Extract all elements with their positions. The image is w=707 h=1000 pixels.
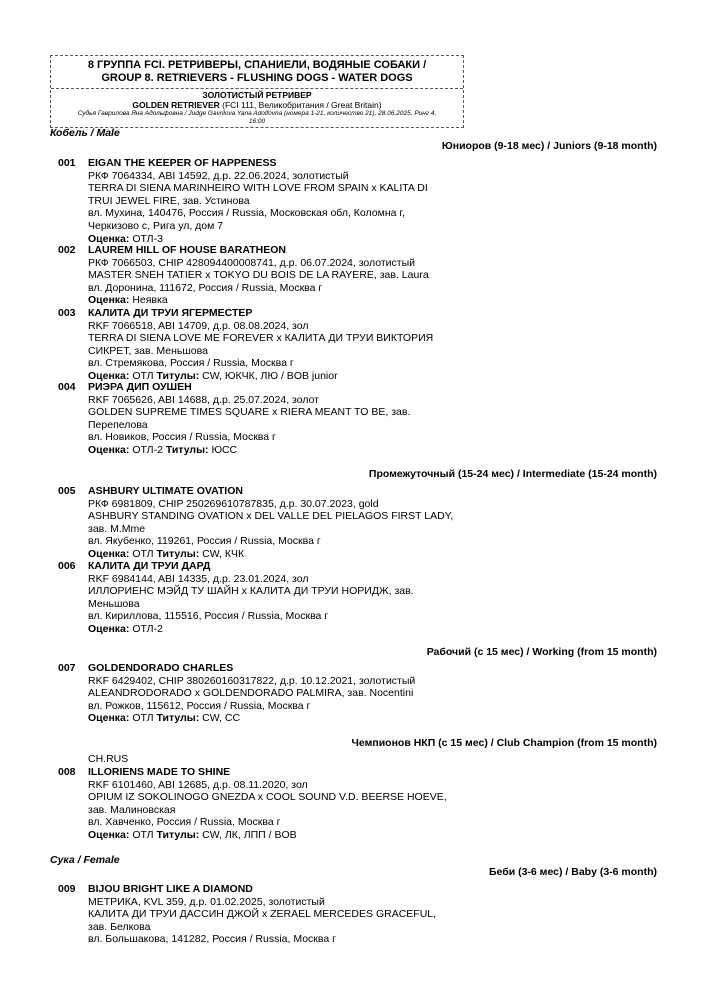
class-juniors: Юниоров (9-18 мес) / Juniors (9-18 month): [441, 140, 657, 152]
group-title: [51, 56, 463, 89]
entry-detail-line: РКФ 7064334, ABI 14592, д.р. 22.06.2024, золотистый: [88, 169, 349, 182]
entry-detail-line: вл. Кириллова, 115516, Россия / Russia, Москва г: [88, 610, 329, 623]
breed-name-en: GOLDEN RETRIEVER: [132, 100, 220, 110]
entry-detail-line: РКФ 6981809, CHIP 250269610787835, д.р. 30.07.2023, gold: [88, 497, 379, 510]
breed-info: (FCI 111, Великобритания / Great Britain): [222, 100, 382, 110]
titles-value: CW, CC: [202, 712, 241, 725]
entry-body: [88, 560, 478, 636]
entry-detail-line: вл. Новиков, Россия / Russia, Москва г: [88, 431, 276, 444]
grade-label: Оценка:: [88, 369, 130, 382]
grade-value: ОТЛ: [132, 547, 154, 560]
dog-name: LAUREM HILL OF HOUSE BARATHEON: [88, 244, 286, 256]
entry-number: 007: [58, 662, 76, 674]
grade-value: ОТЛ-3: [132, 232, 163, 245]
entry-001: [58, 157, 478, 245]
entry-number: 001: [58, 157, 76, 169]
entry-003: [58, 307, 478, 383]
entry-detail-line: TRUI JEWEL FIRE, зав. Устинова: [88, 194, 250, 207]
dog-name: КАЛИТА ДИ ТРУИ ДАРД: [88, 560, 211, 572]
entry-detail-line: RKF 6429402, CHIP 380260160317822, д.р. 10.12.2021, золотистый: [88, 674, 416, 687]
grade-label: Оценка:: [88, 294, 130, 307]
grade-label: Оценка:: [88, 622, 130, 635]
entry-detail-line: вл. Стремякова, Россия / Russia, Москва г: [88, 357, 294, 370]
section-male: Кобель / Male: [50, 127, 120, 139]
grade-label: Оценка:: [88, 547, 130, 560]
entry-number: 004: [58, 381, 76, 393]
dog-name: GOLDENDORADO CHARLES: [88, 662, 234, 674]
grade-line: [88, 712, 478, 725]
class-working: Рабочий (с 15 мес) / Working (from 15 month): [426, 646, 657, 658]
grade-value: ОТЛ-2: [132, 622, 163, 635]
dog-name: ILLORIENS MADE TO SHINE: [88, 766, 231, 778]
entry-detail-line: Черкизово с, Рига ул, дом 7: [88, 219, 224, 232]
grade-line: [88, 444, 478, 457]
entry-detail-line: RKF 6984144, ABI 14335, д.р. 23.01.2024, зол: [88, 572, 309, 585]
entry-number: 009: [58, 883, 76, 895]
entry-number: 002: [58, 244, 76, 256]
dog-name: ASHBURY ULTIMATE OVATION: [88, 485, 243, 497]
judge-time: 16:00: [248, 118, 266, 125]
breed-name-ru: ЗОЛОТИСТЫЙ РЕТРИВЕР: [202, 90, 312, 100]
entry-detail-line: вл. Большакова, 141282, Россия / Russia, Москва г: [88, 933, 336, 946]
entry-number: 008: [58, 766, 76, 778]
breed-header: [51, 89, 463, 127]
group-title-en: GROUP 8. RETRIEVERS - FLUSHING DOGS - WATER DOGS: [101, 72, 413, 84]
ch-rus-note: CH.RUS: [88, 753, 129, 765]
entry-number: 003: [58, 307, 76, 319]
section-female: Сука / Female: [50, 854, 120, 866]
dog-name: КАЛИТА ДИ ТРУИ ЯГЕРМЕСТЕР: [88, 307, 253, 319]
grade-value: ОТЛ-2: [132, 443, 163, 456]
entry-body: [88, 766, 478, 842]
breed-line: [53, 100, 461, 110]
dog-name: РИЭРА ДИП ОУШЕН: [88, 381, 192, 393]
entry-detail-line: зав. Белкова: [88, 920, 151, 933]
entry-008: [58, 766, 478, 842]
entry-detail-line: TERRA DI SIENA LOVE ME FOREVER x КАЛИТА ДИ ТРУИ ВИКТОРИЯ: [88, 332, 434, 345]
entry-body: [88, 307, 478, 383]
entry-006: [58, 560, 478, 636]
entry-detail-line: вл. Рожков, 115612, Россия / Russia, Москва г: [88, 699, 311, 712]
grade-line: [88, 829, 478, 842]
entry-005: [58, 485, 478, 561]
entry-002: [58, 244, 478, 307]
titles-value: ЮСС: [211, 443, 238, 456]
entry-detail-line: МЕТРИКА, KVL 359, д.р. 01.02.2025, золотистый: [88, 895, 325, 908]
entry-number: 006: [58, 560, 76, 572]
grade-value: Неявка: [132, 294, 168, 307]
entry-detail-line: MASTER SNEH TATIER x TOKYO DU BOIS DE LA RAYERE, зав. Laura: [88, 269, 429, 282]
grade-label: Оценка:: [88, 443, 130, 456]
entry-detail-line: ИЛЛОРИЕНС МЭЙД ТУ ШАЙН x КАЛИТА ДИ ТРУИ НОРИДЖ, зав.: [88, 585, 414, 598]
titles-label: Титулы:: [156, 712, 200, 725]
titles-value: CW, ЛК, ЛПП / BOB: [202, 828, 297, 841]
entry-detail-line: RKF 7066518, ABI 14709, д.р. 08.08.2024, зол: [88, 319, 309, 332]
dog-name: EIGAN THE KEEPER OF HAPPENESS: [88, 157, 277, 169]
entry-body: [88, 381, 478, 457]
grade-label: Оценка:: [88, 232, 130, 245]
titles-label: Титулы:: [165, 443, 209, 456]
entry-detail-line: вл. Хавченко, Россия / Russia, Москва г: [88, 816, 281, 829]
entry-detail-line: Перепелова: [88, 418, 148, 431]
entry-detail-line: вл. Якубенко, 119261, Россия / Russia, Москва г: [88, 535, 321, 548]
entry-detail-line: КАЛИТА ДИ ТРУИ ДАССИН ДЖОЙ x ZERAEL MERCEDES GRACEFUL,: [88, 908, 437, 921]
grade-line: [88, 548, 478, 561]
entry-detail-line: GOLDEN SUPREME TIMES SQUARE x RIERA MEANT TO BE, зав.: [88, 406, 411, 419]
entry-detail-line: ASHBURY STANDING OVATION x DEL VALLE DEL PIELAGOS FIRST LADY,: [88, 510, 454, 523]
entry-007: [58, 662, 478, 725]
group-header-box: [50, 55, 464, 128]
grade-value: ОТЛ: [132, 712, 154, 725]
group-title-ru: 8 ГРУППА FCI. РЕТРИВЕРЫ, СПАНИЕЛИ, ВОДЯНЫЕ СОБАКИ /: [87, 59, 427, 71]
titles-value: CW, ЮКЧК, ЛЮ / BOB junior: [202, 369, 338, 382]
entry-detail-line: TERRA DI SIENA MARINHEIRO WITH LOVE FROM SPAIN x KALITA DI: [88, 182, 428, 195]
entry-detail-line: СИКРЕТ, зав. Меньшова: [88, 344, 208, 357]
entry-body: [88, 883, 478, 946]
entry-detail-line: OPIUM IZ SOKOLINOGO GNEZDA x COOL SOUND V.D. BEERSE HOEVE,: [88, 791, 447, 804]
class-intermediate: Промежуточный (15-24 мес) / Intermediate (15-24 month): [368, 468, 657, 480]
titles-label: Титулы:: [156, 828, 200, 841]
titles-label: Титулы:: [156, 547, 200, 560]
entry-004: [58, 381, 478, 457]
grade-line: [88, 294, 478, 307]
grade-value: ОТЛ: [132, 369, 154, 382]
entry-detail-line: Меньшова: [88, 597, 140, 610]
entry-detail-line: RKF 7065626, ABI 14688, д.р. 25.07.2024, золот: [88, 393, 319, 406]
entry-number: 005: [58, 485, 76, 497]
class-club-champion: Чемпионов НКП (с 15 мес) / Club Champion (from 15 month): [351, 737, 657, 749]
grade-label: Оценка:: [88, 828, 130, 841]
entry-body: [88, 485, 478, 561]
entry-detail-line: РКФ 7066503, CHIP 428094400008741, д.р. 06.07.2024, золотистый: [88, 256, 416, 269]
entry-detail-line: зав. M.Mme: [88, 522, 146, 535]
entry-detail-line: вл. Доронина, 111672, Россия / Russia, Москва г: [88, 281, 323, 294]
entry-detail-line: ALEANDRODORADO x GOLDENDORADO PALMIRA, зав. Nocentini: [88, 687, 414, 700]
titles-label: Титулы:: [156, 369, 200, 382]
entry-009: [58, 883, 478, 946]
judge-line: Судья Гаврилова Яна Адольфовна / Judge Gavrilova Yana Adolfovna (номера 1-21, количество 21), 28.06.2025, Ринг 4,: [77, 110, 437, 117]
grade-label: Оценка:: [88, 712, 130, 725]
grade-line: [88, 623, 478, 636]
class-baby: Беби (3-6 мес) / Baby (3-6 month): [488, 866, 657, 878]
entry-detail-line: вл. Мухина, 140476, Россия / Russia, Московская обл, Коломна г,: [88, 207, 405, 220]
entry-detail-line: зав. Малиновская: [88, 803, 176, 816]
titles-value: CW, КЧК: [202, 547, 245, 560]
entry-body: [88, 662, 478, 725]
grade-value: ОТЛ: [132, 828, 154, 841]
dog-name: BIJOU BRIGHT LIKE A DIAMOND: [88, 883, 253, 895]
entry-body: [88, 157, 478, 245]
entry-body: [88, 244, 478, 307]
entry-detail-line: RKF 6101460, ABI 12685, д.р. 08.11.2020, зол: [88, 778, 308, 791]
